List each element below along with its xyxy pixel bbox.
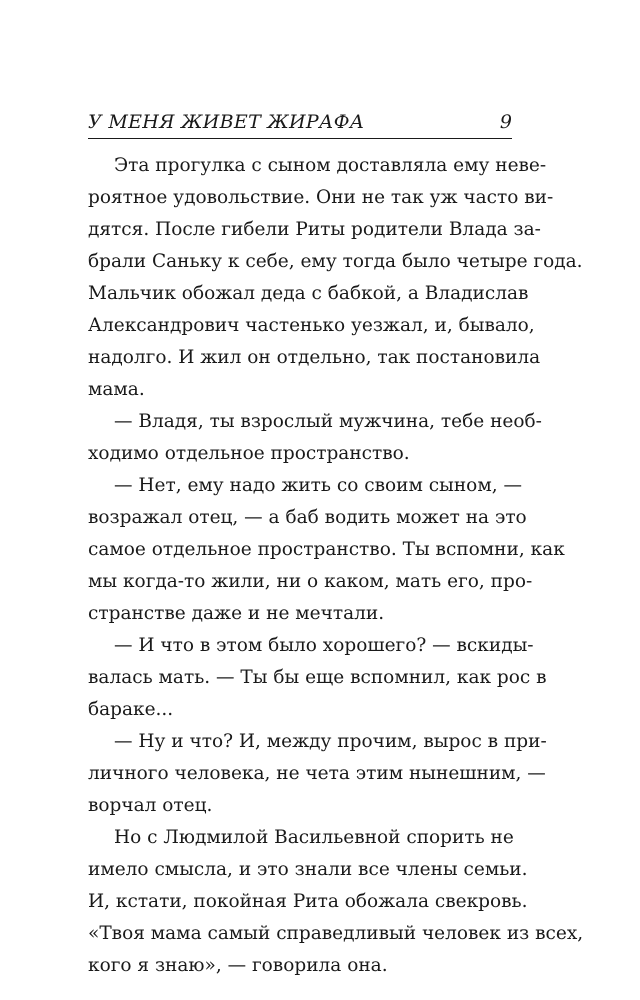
text-line: кого я знаю», — говорила она. [88,955,388,976]
text-line: Мальчик обожал деда с бабкой, а Владислав [88,283,529,304]
text-line: мы когда-то жили, ни о каком, мать его, про- [88,571,533,592]
text-line: Но с Людмилой Васильевной спорить не [114,827,514,848]
running-header [88,111,512,139]
text-line: брали Саньку к себе, ему тогда было четыре года. [88,251,583,272]
text-line: «Твоя мама самый справедливый человек из всех, [88,923,584,944]
text-line: — И что в этом было хорошего? — вскиды- [114,635,534,656]
text-line: самое отдельное пространство. Ты вспомни, как [88,539,565,560]
text-line: личного человека, не чета этим нынешним, — [88,763,546,784]
text-line: — Владя, ты взрослый мужчина, тебе необ- [114,411,542,432]
text-line: И, кстати, покойная Рита обожала свекровь. [88,891,528,912]
text-line: бараке... [88,699,174,720]
text-line: странстве даже и не мечтали. [88,603,385,624]
header-divider [88,138,512,139]
text-line: Эта прогулка с сыном доставляла ему неве- [114,155,547,176]
text-line: валась мать. — Ты бы еще вспомнил, как рос в [88,667,547,688]
text-line: Александрович частенько уезжал, и, бывало, [88,315,535,336]
text-line: дятся. После гибели Риты родители Влада за- [88,219,541,240]
text-line: возражал отец, — а баб водить может на это [88,507,527,528]
page-number: 9 [499,111,512,133]
text-line: — Нет, ему надо жить со своим сыном, — [114,475,522,496]
book-title: У МЕНЯ ЖИВЕТ ЖИРАФА [88,111,365,133]
text-line: мама. [88,379,145,400]
text-line: ворчал отец. [88,795,213,816]
text-line: ходимо отдельное пространство. [88,443,410,464]
body-text [88,150,584,982]
text-line: надолго. И жил он отдельно, так постановила [88,347,541,368]
text-line: — Ну и что? И, между прочим, вырос в при- [114,731,547,752]
text-line: имело смысла, и это знали все члены семьи. [88,859,528,880]
text-line: роятное удовольствие. Они не так уж часто ви- [88,187,554,208]
